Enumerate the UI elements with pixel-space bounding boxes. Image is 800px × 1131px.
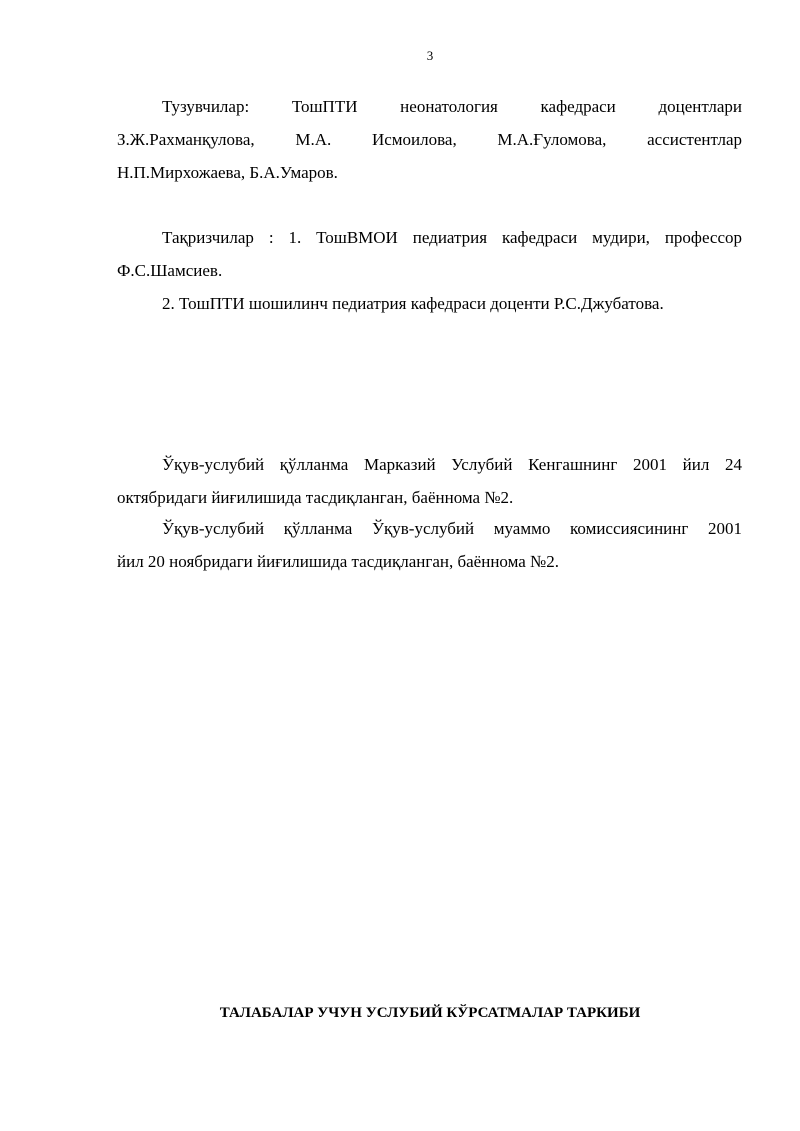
approval-paragraph-2	[117, 512, 742, 578]
page-number: 3	[426, 48, 434, 63]
section-heading: ТАЛАБАЛАР УЧУН УСЛУБИЙ КЎРСАТМАЛАР ТАРКИБИ	[219, 1005, 641, 1021]
compilers-paragraph	[117, 90, 742, 189]
approval-2-line-2: йил 20 ноябридаги йиғилишида тасдиқланган, баённома №2.	[117, 552, 560, 571]
compilers-line-3: Н.П.Мирхожаева, Б.А.Умаров.	[117, 163, 338, 182]
approval-2-line-1: Ўқув-услубий қўлланма Ўқув-услубий муаммо комиссиясининг 2001	[162, 519, 742, 538]
reviewers-paragraph	[117, 221, 742, 320]
compilers-line-1: Тузувчилар: ТошПТИ неонатология кафедраси доцентлари	[162, 97, 742, 116]
reviewers-line-2: Ф.С.Шамсиев.	[117, 261, 223, 280]
reviewers-line-1: Тақризчилар : 1. ТошВМОИ педиатрия кафедраси мудири, профессор	[162, 228, 742, 247]
compilers-line-2: З.Ж.Рахманқулова, М.А. Исмоилова, М.А.Ғуломова, ассистентлар	[117, 130, 742, 149]
approval-paragraph-1	[117, 448, 742, 514]
approval-1-line-2: октябридаги йиғилишида тасдиқланган, баённома №2.	[117, 488, 514, 507]
reviewers-line-3: 2. ТошПТИ шошилинч педиатрия кафедраси доценти Р.С.Джубатова.	[162, 294, 664, 313]
approval-1-line-1: Ўқув-услубий қўлланма Марказий Услубий Кенгашнинг 2001 йил 24	[162, 455, 742, 474]
